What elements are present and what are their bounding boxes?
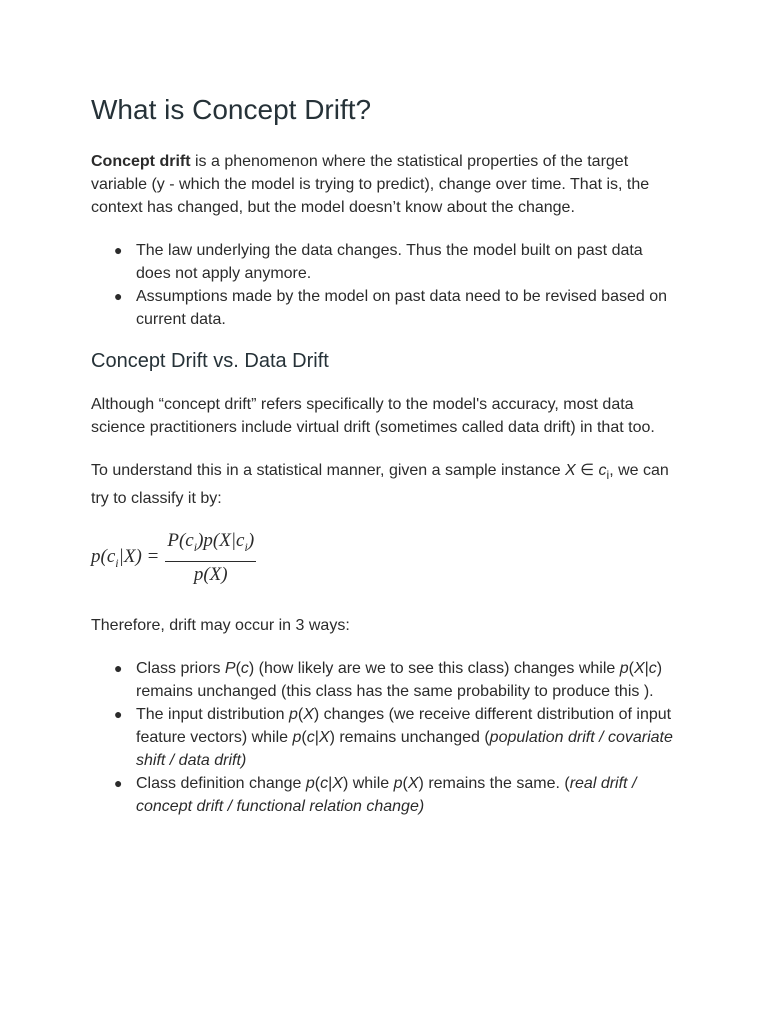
bullet-icon: ●: [114, 775, 123, 792]
list-item: ● Class definition change p(c|X) while p(X) remains the same. (real drift / concept drift / functional relation change): [91, 772, 681, 818]
list-item: ● The law underlying the data changes. Thus the model built on past data does not apply anymore.: [91, 239, 681, 285]
intro-text: is a phenomenon where the statistical properties of the target variable (y - which the model is trying to predict), change over time. That is, the context has changed, but the model doesn’t know about the change.: [91, 153, 650, 216]
list-item: ● Assumptions made by the model on past data need to be revised based on current data.: [91, 285, 681, 331]
bullet-icon: ●: [114, 660, 123, 677]
paragraph-three-ways: Therefore, drift may occur in 3 ways:: [91, 617, 350, 635]
equation-numerator: $P(c_i)p(X|c_i)$: [165, 530, 256, 562]
bullet-icon: ●: [114, 288, 123, 304]
paragraph-statistical: To understand this in a statistical manner, given a sample instance X ∈ $c_i$, we can try to classify it by:: [91, 462, 669, 508]
term-concept-drift: Concept drift: [91, 153, 191, 170]
page-title: What is Concept Drift?: [91, 94, 372, 125]
list-item: ● Class priors P(c) (how likely are we to see this class) changes while p(X|c) remains unchanged (this class has the same probability to produce this ).: [91, 657, 681, 703]
equation-fraction: [165, 530, 256, 586]
bullet-list-1: [91, 239, 681, 331]
intro-paragraph: [91, 150, 681, 219]
paragraph-virtual-drift: Although “concept drift” refers specifically to the model's accuracy, most data science practitioners include virtual drift (sometimes called data drift) in that too.: [91, 396, 655, 436]
document-page: [91, 92, 681, 835]
equation-lhs: $p(c_i|X)$ =: [91, 545, 160, 570]
bullet-icon: ●: [114, 242, 123, 258]
list-item: ● The input distribution p(X) changes (we receive different distribution of input feature vectors) while p(c|X) remains unchanged (population drift / covariate shift / data drift): [91, 703, 681, 772]
equation-denominator: p(X): [193, 564, 228, 586]
bayes-equation: [91, 530, 681, 586]
bullet-icon: ●: [114, 706, 123, 723]
section-heading: Concept Drift vs. Data Drift: [91, 350, 329, 372]
bullet-list-2: [91, 657, 681, 818]
